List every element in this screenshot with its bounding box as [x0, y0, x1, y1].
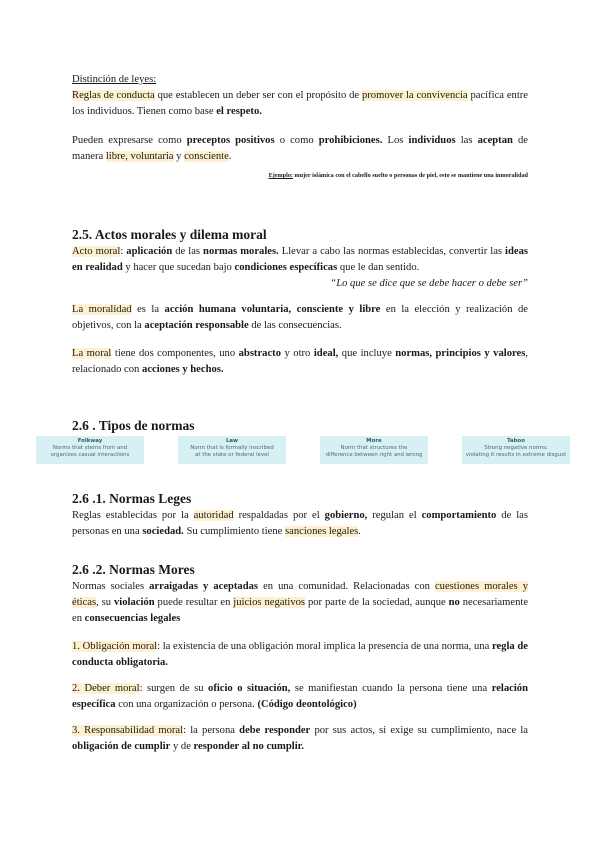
card-taboo: Taboo Strong negative norms; violating it results in extreme disgust [462, 436, 570, 464]
section-2-5 [72, 226, 528, 378]
mores-paragraph: Normas sociales arraigadas y aceptadas en una comunidad. Relacionadas con cuestiones morales y éticas, su violación puede resultar en juicios negativos por parte de la sociedad, aunque no necesariamente en consecuencias legales [72, 581, 529, 624]
leges-paragraph: Reglas establecidas por la autoridad respaldadas por el gobierno, regulan el comportamiento de las personas en una sociedad. Su cumplimiento tiene sanciones legales. [72, 510, 529, 537]
section-2-6-2-title: 2.6 .2. Normas Mores [72, 562, 195, 577]
intro-paragraph-1: Reglas de conducta que establecen un deber ser con el propósito de promover la convivencia pacífica entre los individuos. Tienen como base el respeto. [72, 90, 529, 117]
card-more: More Norm that structures the difference between right and wrong [320, 436, 428, 464]
moral-paragraph: La moral tiene dos componentes, uno abstracto y otro ideal, que incluye normas, principios y valores, relacionado con acciones y hechos. [72, 348, 528, 375]
example-note: Ejemplo: mujer islámica con el cabello suelto o personas de piel, esto se mantiene una inmoralidad [268, 172, 528, 179]
responsabilidad-moral-item: 3. Responsabilidad moral: la persona debe responder por sus actos, si exige su cumplimiento, nace la obligación de cumplir y de responder al no cumplir. [72, 725, 528, 752]
intro-heading: Distinción de leyes: [72, 74, 157, 85]
section-2-6-2 [72, 561, 528, 755]
intro-section [72, 72, 528, 181]
moralidad-paragraph: La moralidad es la acción humana voluntaria, consciente y libre en la elección y realización de objetivos, con la aceptación responsable de las consecuencias. [72, 304, 528, 331]
section-2-6-1 [72, 490, 528, 540]
card-folkway: Folkway Norms that stems from and organizes casual interactions [36, 436, 144, 464]
quote: “Lo que se dice que se debe hacer o debe ser” [330, 278, 528, 289]
obligacion-moral-item: 1. Obligación moral: la existencia de una obligación moral implica la presencia de una norma, una regla de conducta obligatoria. [72, 641, 528, 668]
card-law: Law Norm that is formally inscribed at the state or federal level [178, 436, 286, 464]
deber-moral-item: 2. Deber moral: surgen de su oficio o situación, se manifiestan cuando la persona tiene una relación específica con una organización o persona. (Código deontológico) [72, 683, 528, 710]
acto-moral-paragraph: Acto moral: aplicación de las normas morales. Llevar a cabo las normas establecidas, convertir las ideas en realidad y hacer que sucedan bajo condiciones específicas que le dan sentido. [72, 246, 529, 273]
section-2-6-title: 2.6 . Tipos de normas [72, 418, 195, 433]
section-2-6-1-title: 2.6 .1. Normas Leges [72, 491, 192, 506]
norm-types-cards [36, 436, 570, 464]
section-2-5-title: 2.5. Actos morales y dilema moral [72, 227, 267, 242]
section-2-6 [72, 417, 528, 435]
intro-paragraph-2: Pueden expresarse como preceptos positivos o como prohibiciones. Los individuos las aceptan de manera libre, voluntaria y consciente. [72, 135, 528, 162]
